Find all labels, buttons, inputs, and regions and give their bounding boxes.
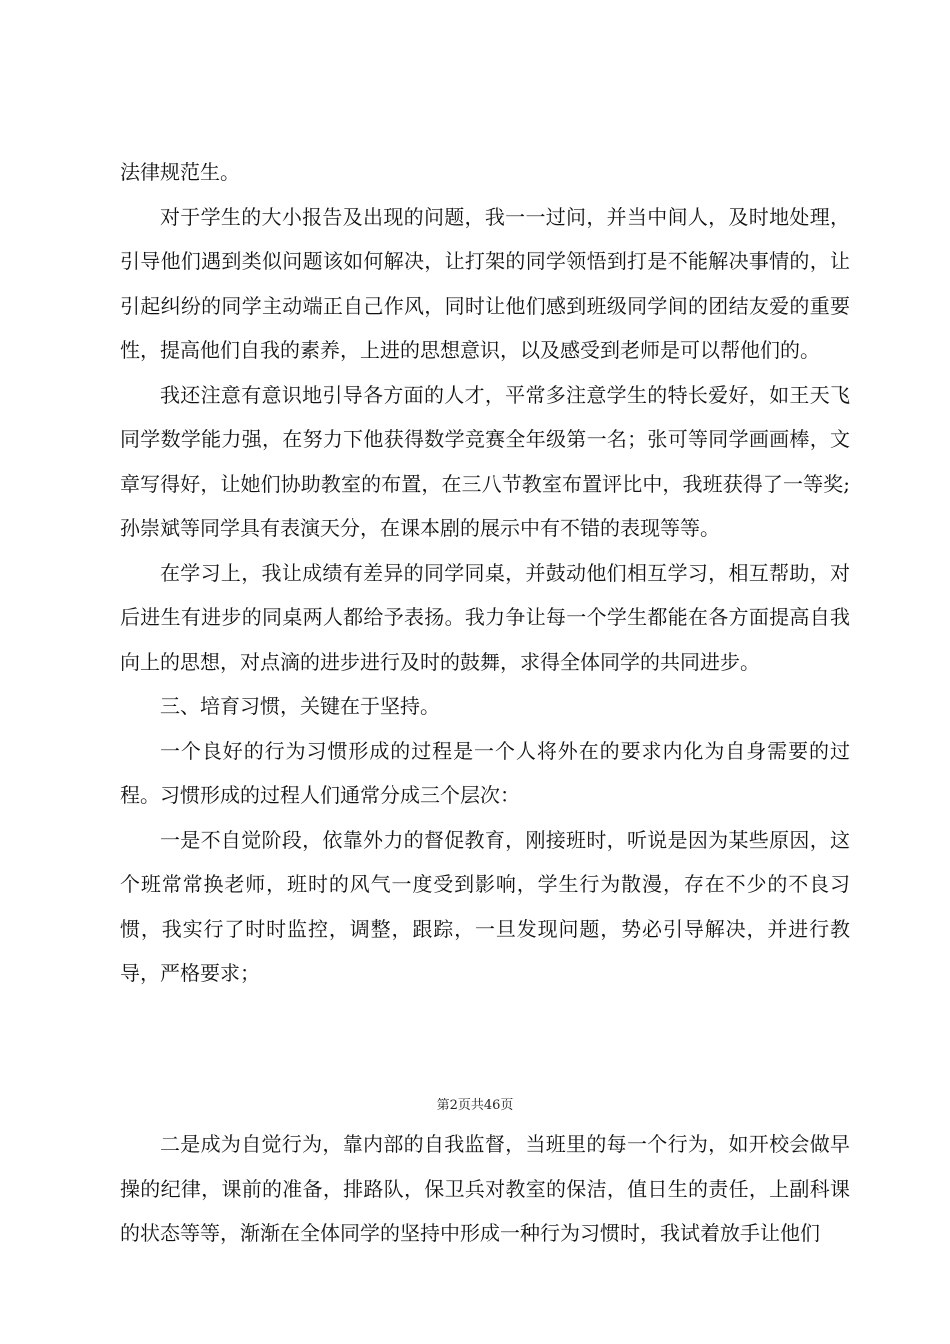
body-text-top — [120, 150, 850, 996]
paragraph-1: 法律规范生。 — [120, 160, 240, 184]
paragraph-3: 我还注意有意识地引导各方面的人才，平常多注意学生的特长爱好，如王天飞同学数学能力强，在努力下他获得数学竞赛全年级第一名；张可等同学画画棒，文章写得好，让她们协助教室的布置，在三八节教室布置评比中，我班获得了一等奖;孙崇斌等同学具有表演天分，在课本剧的展示中有不错的表现等等。 — [120, 382, 850, 540]
body-text-bottom — [120, 1122, 850, 1256]
page-number-footer: 第2页共46页 — [436, 1098, 514, 1113]
paragraph-7: 二是成为自觉行为，靠内部的自我监督，当班里的每一个行为，如开校会做早操的纪律，课前的准备，排路队，保卫兵对教室的保洁，值日生的责任，上副科课的状态等等，渐渐在全体同学的坚持中形成一种行为习惯时，我试着放手让他们 — [120, 1132, 850, 1245]
paragraph-6: 一是不自觉阶段，依靠外力的督促教育，刚接班时，听说是因为某些原因，这个班常常换老师，班时的风气一度受到影响，学生行为散漫，存在不少的不良习惯，我实行了时时监控，调整，跟踪，一旦发现问题，势必引导解决，并进行教导，严格要求； — [120, 827, 850, 985]
section-heading-3: 三、培育习惯，关键在于坚持。 — [160, 694, 440, 718]
paragraph-2: 对于学生的大小报告及出现的问题，我一一过问，并当中间人，及时地处理，引导他们遇到类似问题该如何解决，让打架的同学领悟到打是不能解决事情的，让引起纠纷的同学主动端正自己作风，同时让他们感到班级同学间的团结友爱的重要性，提高他们自我的素养，上进的思想意识，以及感受到老师是可以帮他们的。 — [120, 204, 850, 362]
paragraph-5: 一个良好的行为习惯形成的过程是一个人将外在的要求内化为自身需要的过程。习惯形成的过程人们通常分成三个层次： — [120, 738, 850, 807]
paragraph-4: 在学习上，我让成绩有差异的同学同桌，并鼓动他们相互学习，相互帮助，对后进生有进步的同桌两人都给予表扬。我力争让每一个学生都能在各方面提高自我向上的思想，对点滴的进步进行及时的鼓舞，求得全体同学的共同进步。 — [120, 560, 850, 674]
